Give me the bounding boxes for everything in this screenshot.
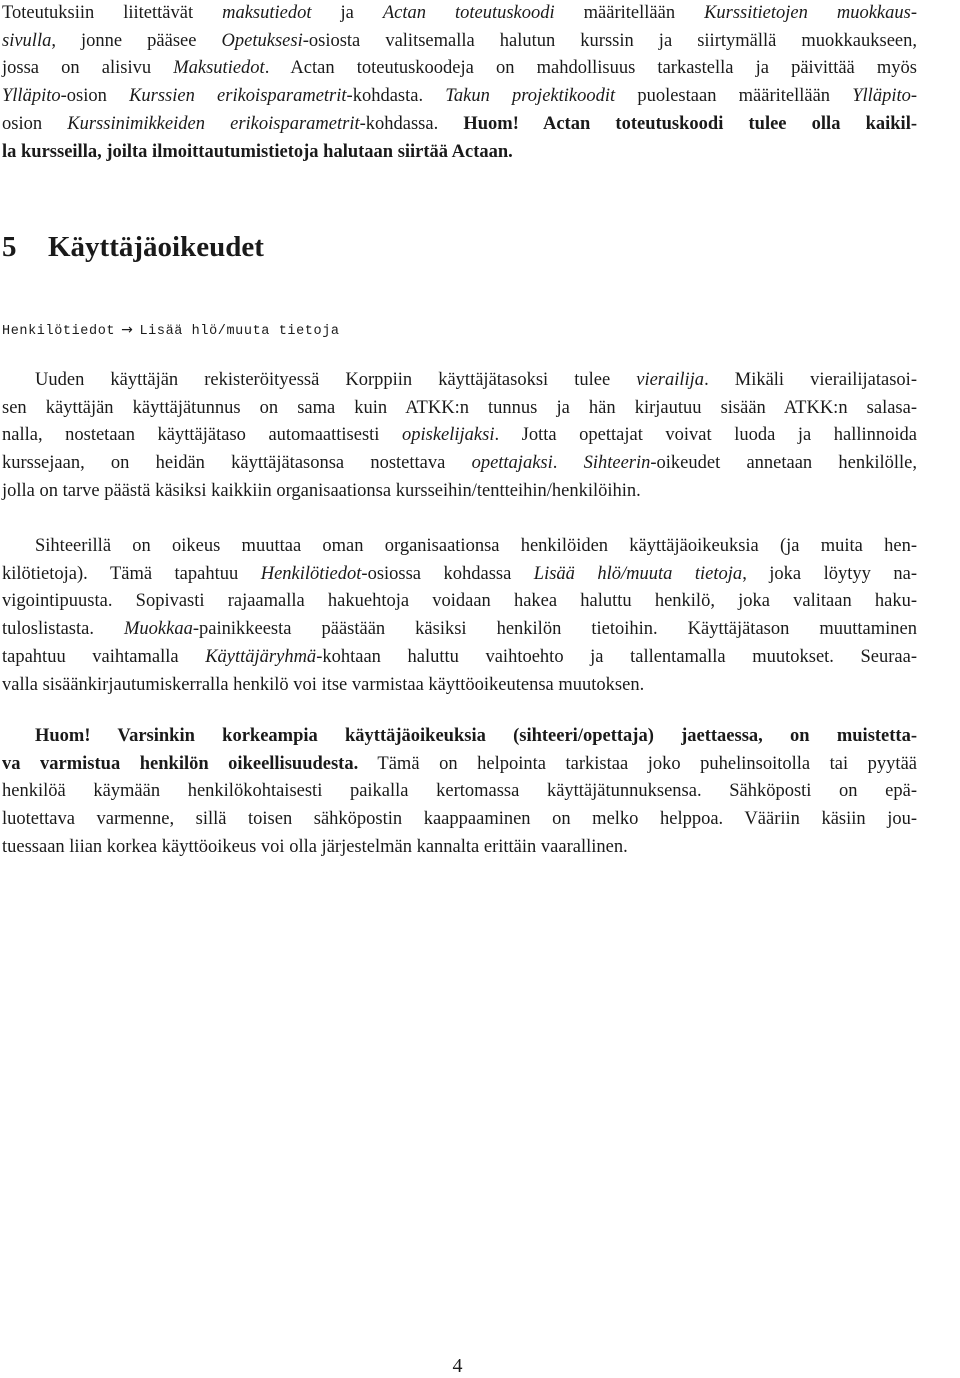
path-from: Henkilötiedot bbox=[2, 324, 116, 339]
term-muokkaa: Muokkaa bbox=[124, 619, 193, 640]
line bbox=[2, 751, 917, 779]
text: . bbox=[552, 453, 584, 474]
text: Uuden käyttäjän rekisteröityessä Korppiin käyttäjätasoksi tulee bbox=[35, 370, 637, 390]
term-yllapito: Ylläpito bbox=[2, 86, 61, 107]
text: jolla on tarve päästä käsiksi kaikkiin organisaationsa kursseihin/tentteihin/henkilöihin. bbox=[2, 480, 641, 501]
text: kilötietoja). Tämä tapahtuu bbox=[2, 563, 261, 584]
text: -painikkeesta päästään käsiksi henkilön tietoihin. Käyttäjätason muuttaminen bbox=[192, 619, 917, 640]
text: -oikeudet annetaan henkilölle, bbox=[650, 453, 917, 474]
note-bold: la kursseilla, joilta ilmoittautumistietoja halutaan siirtää Actaan. bbox=[2, 141, 513, 162]
line bbox=[2, 367, 917, 395]
section-number: 5 bbox=[2, 231, 17, 263]
note-bold: Huom! Actan toteutuskoodi tulee olla kaikil- bbox=[463, 113, 917, 134]
text: -kohdasta. bbox=[346, 86, 446, 107]
text: tapahtuu vaihtamalla bbox=[2, 646, 206, 667]
line bbox=[2, 644, 917, 672]
term-sivulla: sivulla bbox=[2, 30, 52, 51]
term-henkilotiedot: Henkilötiedot bbox=[260, 563, 362, 584]
paragraph-payment-info bbox=[2, 0, 917, 166]
warning-bold: va varmistua henkilön oikeellisuudesta. bbox=[2, 753, 359, 774]
line bbox=[2, 778, 917, 806]
text: . Actan toteutuskoodeja on mahdollisuus tarkastella ja päivittää myös bbox=[264, 58, 917, 79]
text: henkilöä käymään henkilökohtaisesti paikalla kertomassa käyttäjätunnuksensa. Sähköposti on epä- bbox=[2, 781, 917, 802]
text: -osion bbox=[60, 86, 130, 107]
line bbox=[2, 533, 917, 561]
text: kurssejaan, on heidän käyttäjätasonsa nostettava bbox=[2, 453, 472, 474]
line bbox=[2, 588, 917, 616]
text: määritellään bbox=[554, 3, 705, 23]
text: luotettava varmenne, sillä toisen sähköpostin kaappaaminen on melko helppoa. Vääriin käsiin jou- bbox=[2, 809, 917, 830]
text: sen käyttäjän käyttäjätunnus on sama kuin ATKK:n tunnus ja hän kirjautuu sisään ATKK:n salasa- bbox=[2, 397, 917, 418]
text: , jonne pääsee bbox=[51, 30, 222, 51]
section-title: Käyttäjäoikeudet bbox=[48, 231, 264, 263]
text: Toteutuksiin liitettävät bbox=[2, 3, 223, 23]
text: Tämä on helpointa tarkistaa joko puhelinsoitolla tai pyytää bbox=[358, 753, 917, 774]
line bbox=[2, 0, 917, 28]
text: . Jotta opettajat voivat luoda ja hallinnoida bbox=[494, 425, 917, 446]
line bbox=[2, 28, 917, 56]
line bbox=[2, 834, 917, 862]
term-vierailija: vierailija bbox=[636, 370, 705, 390]
term-opetuksesi: Opetuksesi bbox=[221, 30, 303, 51]
warning-bold: Huom! Varsinkin korkeampia käyttäjäoikeuksia (sihteeri/opettaja) jaettaessa, on muistetta- bbox=[35, 726, 917, 746]
line bbox=[2, 139, 917, 167]
line bbox=[2, 616, 917, 644]
text: -osiossa kohdassa bbox=[361, 563, 534, 584]
line bbox=[2, 672, 917, 700]
text: -kohtaan haluttu vaihtoehto ja tallentamalla muutokset. Seuraa- bbox=[316, 646, 918, 667]
term-yllapito-2: Ylläpito- bbox=[852, 86, 918, 107]
text: -kohdassa. bbox=[359, 113, 464, 134]
term-maksutiedot: maksutiedot bbox=[222, 3, 312, 23]
term-maksutiedot-page: Maksutiedot bbox=[173, 58, 265, 79]
term-takun-projektikoodit: Takun projektikoodit bbox=[445, 86, 616, 107]
line bbox=[2, 561, 917, 589]
text: jossa on alisivu bbox=[2, 58, 174, 79]
page-number: 4 bbox=[452, 1355, 463, 1377]
line bbox=[2, 83, 917, 111]
navigation-path bbox=[2, 320, 340, 342]
term-actan-toteutuskoodi: Actan toteutuskoodi bbox=[382, 3, 555, 23]
term-kurssitietojen: Kurssitietojen muokkaus- bbox=[704, 3, 918, 23]
text: -osiosta valitsemalla halutun kurssin ja siirtymällä muokkaukseen, bbox=[302, 30, 917, 51]
text: valla sisäänkirjautumiskerralla henkilö voi itse varmistaa käyttöoikeutensa muutoksen. bbox=[2, 674, 645, 695]
line bbox=[2, 422, 917, 450]
paragraph-warning bbox=[2, 723, 917, 862]
text: Sihteerillä on oikeus muuttaa oman organisaationsa henkilöiden käyttäjäoikeuksia (ja muita hen- bbox=[35, 536, 917, 556]
paragraph-secretary-rights bbox=[2, 533, 917, 699]
term-opettajaksi: opettajaksi bbox=[471, 453, 553, 474]
term-lisaa-hlo: Lisää hlö/muuta tietoja bbox=[533, 563, 743, 584]
term-opiskelijaksi: opiskelijaksi bbox=[402, 425, 495, 446]
line bbox=[2, 395, 917, 423]
text: puolestaan määritellään bbox=[615, 86, 853, 107]
line bbox=[2, 111, 917, 139]
text: . Mikäli vierailijatasoi- bbox=[704, 370, 917, 390]
text: , joka löytyy na- bbox=[742, 563, 917, 584]
path-to: Lisää hlö/muuta tietoja bbox=[139, 324, 340, 339]
term-kurssien-erikoisparametrit: Kurssien erikoisparametrit bbox=[129, 86, 347, 107]
section-heading bbox=[2, 229, 264, 265]
term-kurssinimikkeiden: Kurssinimikkeiden erikoisparametrit bbox=[67, 113, 360, 134]
text: vigointipuusta. Sopivasti rajaamalla hakuehtoja voidaan hakea haluttu henkilö, joka valitaan haku- bbox=[2, 591, 917, 612]
text: nalla, nostetaan käyttäjätaso automaattisesti bbox=[2, 425, 402, 446]
term-sihteerin: Sihteerin bbox=[583, 453, 651, 474]
line bbox=[2, 723, 917, 751]
line bbox=[2, 806, 917, 834]
text: tuloslistasta. bbox=[2, 619, 124, 640]
line bbox=[2, 55, 917, 83]
term-kayttajaryhma: Käyttäjäryhmä bbox=[205, 646, 317, 667]
text: osion bbox=[2, 113, 68, 134]
text: ja bbox=[311, 3, 383, 23]
text: tuessaan liian korkea käyttöoikeus voi olla järjestelmän kannalta erittäin vaarallinen. bbox=[2, 836, 628, 857]
paragraph-user-levels bbox=[2, 367, 917, 506]
line bbox=[2, 478, 917, 506]
line bbox=[2, 450, 917, 478]
arrow-right-icon: → bbox=[121, 322, 134, 338]
